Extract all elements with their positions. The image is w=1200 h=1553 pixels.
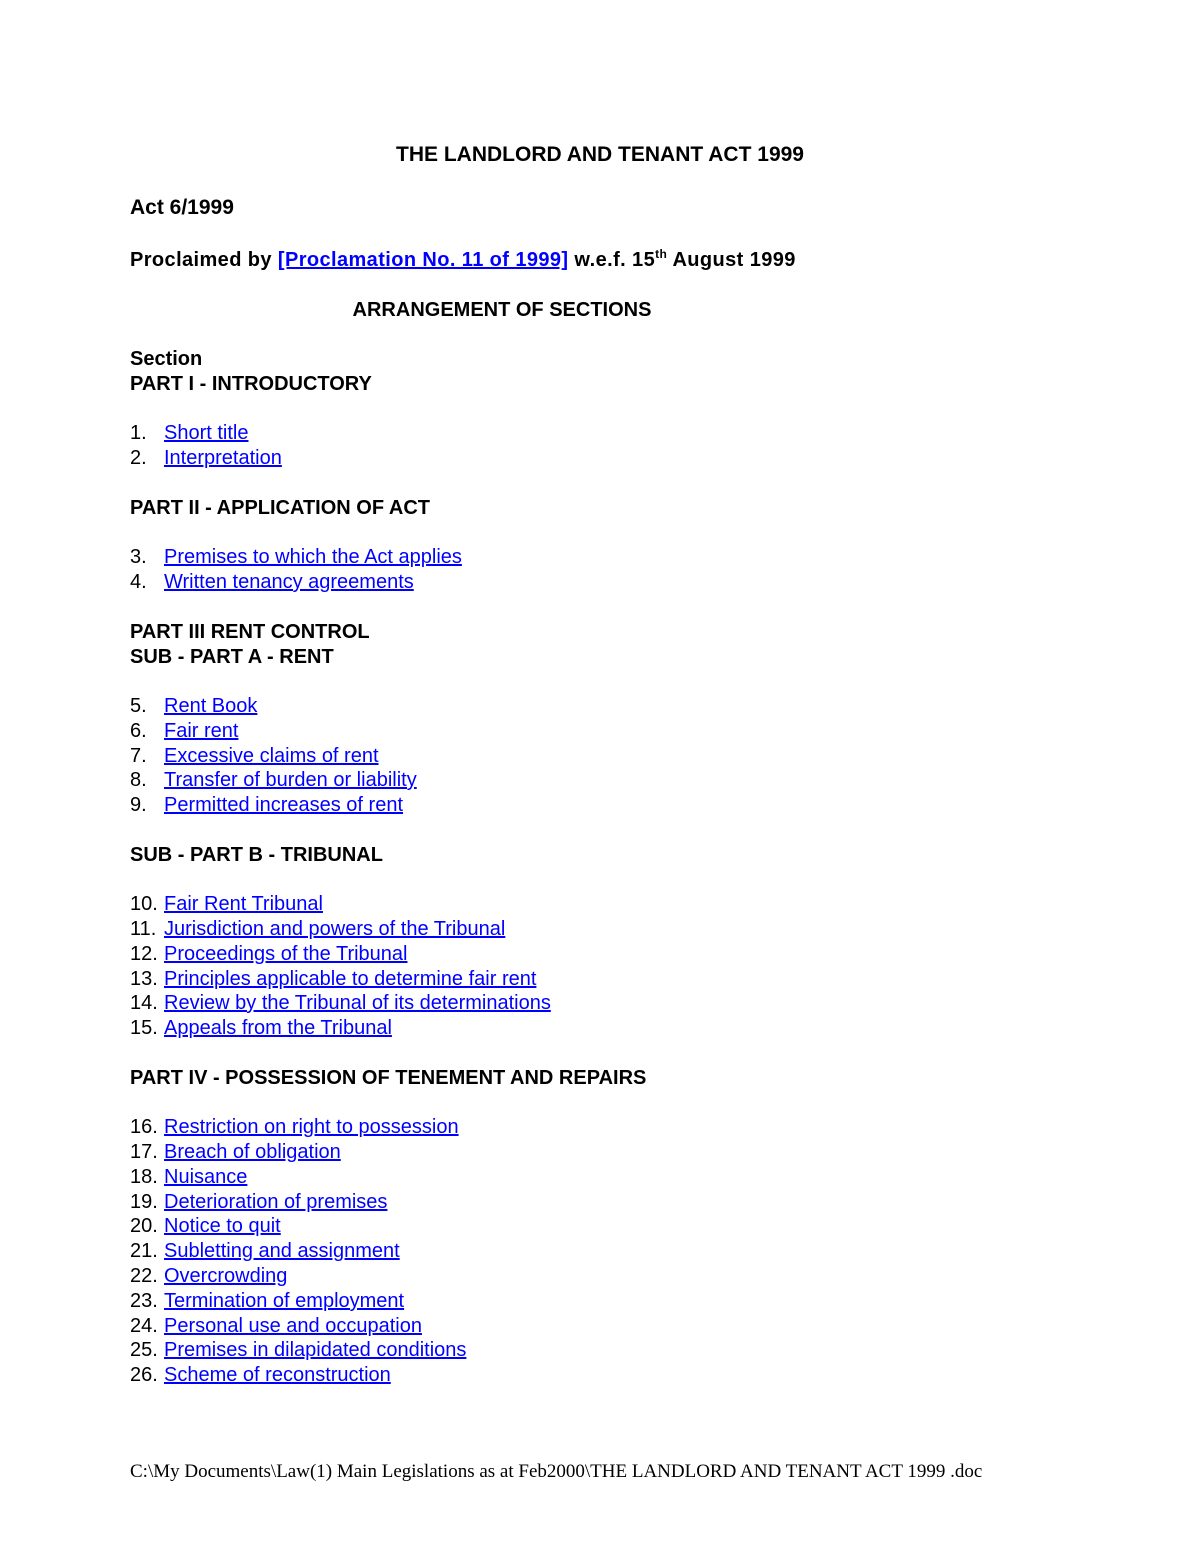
toc-item [130, 570, 414, 595]
toc-item [130, 1289, 404, 1314]
toc-item [130, 446, 282, 471]
section-number: 6. [130, 720, 147, 742]
section-link[interactable]: Termination of employment [164, 1290, 405, 1312]
section-number: 23. [130, 1290, 158, 1312]
section-number: 25. [130, 1339, 158, 1361]
section-number: 20. [130, 1215, 158, 1237]
toc-item [130, 1016, 392, 1041]
section-number: 12. [130, 943, 158, 965]
section-link[interactable]: Proceedings of the Tribunal [164, 943, 408, 965]
section-number: 14. [130, 992, 158, 1014]
toc-item [130, 991, 551, 1016]
toc-item [130, 942, 408, 967]
toc-item [130, 1214, 281, 1239]
section-link[interactable]: Jurisdiction and powers of the Tribunal [164, 918, 506, 940]
section-link[interactable]: Appeals from the Tribunal [164, 1017, 392, 1039]
section-link[interactable]: Fair rent [164, 720, 239, 742]
section-number: 2. [130, 447, 147, 469]
date-ordinal: th [655, 247, 668, 261]
section-link[interactable]: Notice to quit [164, 1215, 281, 1237]
toc-item [130, 1314, 422, 1339]
section-number: 18. [130, 1166, 158, 1188]
proclamation-prefix: Proclaimed by [130, 249, 278, 271]
toc-item [130, 1363, 391, 1388]
footer-file-path: C:\My Documents\Law(1) Main Legislations as at Feb2000\THE LANDLORD AND TENANT ACT 1999 .doc [130, 1461, 983, 1482]
toc-item [130, 694, 257, 719]
toc-item [130, 1264, 287, 1289]
section-link[interactable]: Nuisance [164, 1166, 248, 1188]
section-link[interactable]: Premises to which the Act applies [164, 546, 462, 568]
toc-item [130, 719, 238, 744]
proclamation-date: w.e.f. 15 [568, 249, 656, 271]
section-link[interactable]: Rent Book [164, 695, 258, 717]
toc-item [130, 421, 248, 446]
section-number: 16. [130, 1116, 158, 1138]
section-number: 22. [130, 1265, 158, 1287]
act-number: Act 6/1999 [130, 196, 234, 219]
section-label: Section [130, 348, 203, 370]
section-number: 3. [130, 546, 147, 568]
section-link[interactable]: Breach of obligation [164, 1141, 341, 1163]
section-link[interactable]: Subletting and assignment [164, 1240, 400, 1262]
section-number: 21. [130, 1240, 158, 1262]
toc-item [130, 1239, 400, 1264]
section-number: 4. [130, 571, 147, 593]
toc-item [130, 744, 379, 769]
section-link[interactable]: Short title [164, 422, 249, 444]
section-number: 1. [130, 422, 147, 444]
proclamation-month-year: August 1999 [667, 249, 796, 271]
section-link[interactable]: Principles applicable to determine fair rent [164, 968, 537, 990]
part-1-heading: PART I - INTRODUCTORY [130, 373, 372, 395]
section-number: 9. [130, 794, 147, 816]
part-4-heading: PART IV - POSSESSION OF TENEMENT AND REPAIRS [130, 1067, 647, 1089]
toc-item [130, 793, 403, 818]
section-number: 26. [130, 1364, 158, 1386]
section-number: 15. [130, 1017, 158, 1039]
section-number: 10. [130, 893, 158, 915]
section-number: 11. [130, 918, 157, 940]
document-title: THE LANDLORD AND TENANT ACT 1999 [396, 143, 804, 166]
toc-item [130, 967, 536, 992]
section-link[interactable]: Overcrowding [164, 1265, 288, 1287]
arrangement-heading: ARRANGEMENT OF SECTIONS [352, 299, 652, 321]
toc-item [130, 1140, 341, 1165]
toc-item [130, 545, 462, 570]
section-link[interactable]: Premises in dilapidated conditions [164, 1339, 467, 1361]
section-number: 24. [130, 1315, 158, 1337]
toc-item [130, 1165, 247, 1190]
section-link[interactable]: Personal use and occupation [164, 1315, 422, 1337]
section-link[interactable]: Permitted increases of rent [164, 794, 403, 816]
section-number: 13. [130, 968, 158, 990]
section-number: 5. [130, 695, 147, 717]
toc-item [130, 892, 323, 917]
section-number: 8. [130, 769, 147, 791]
toc-item [130, 1190, 387, 1215]
section-link[interactable]: Review by the Tribunal of its determinations [164, 992, 551, 1014]
section-number: 19. [130, 1191, 158, 1213]
toc-item [130, 1338, 466, 1363]
section-link[interactable]: Fair Rent Tribunal [164, 893, 323, 915]
toc-item [130, 768, 417, 793]
section-link[interactable]: Excessive claims of rent [164, 745, 379, 767]
section-link[interactable]: Scheme of reconstruction [164, 1364, 391, 1386]
section-link[interactable]: Transfer of burden or liability [164, 769, 417, 791]
part-3-heading: PART III RENT CONTROL [130, 621, 370, 643]
part-2-heading: PART II - APPLICATION OF ACT [130, 497, 430, 519]
toc-item [130, 1115, 459, 1140]
section-link[interactable]: Written tenancy agreements [164, 571, 414, 593]
proclamation-line [130, 247, 796, 273]
section-link[interactable]: Restriction on right to possession [164, 1116, 459, 1138]
section-number: 17. [130, 1141, 158, 1163]
section-link[interactable]: Deterioration of premises [164, 1191, 388, 1213]
section-link[interactable]: Interpretation [164, 447, 282, 469]
section-number: 7. [130, 745, 147, 767]
toc-item [130, 917, 505, 942]
subpart-b-heading: SUB - PART B - TRIBUNAL [130, 844, 383, 866]
subpart-a-heading: SUB - PART A - RENT [130, 646, 334, 668]
proclamation-link[interactable]: [Proclamation No. 11 of 1999] [277, 249, 569, 271]
